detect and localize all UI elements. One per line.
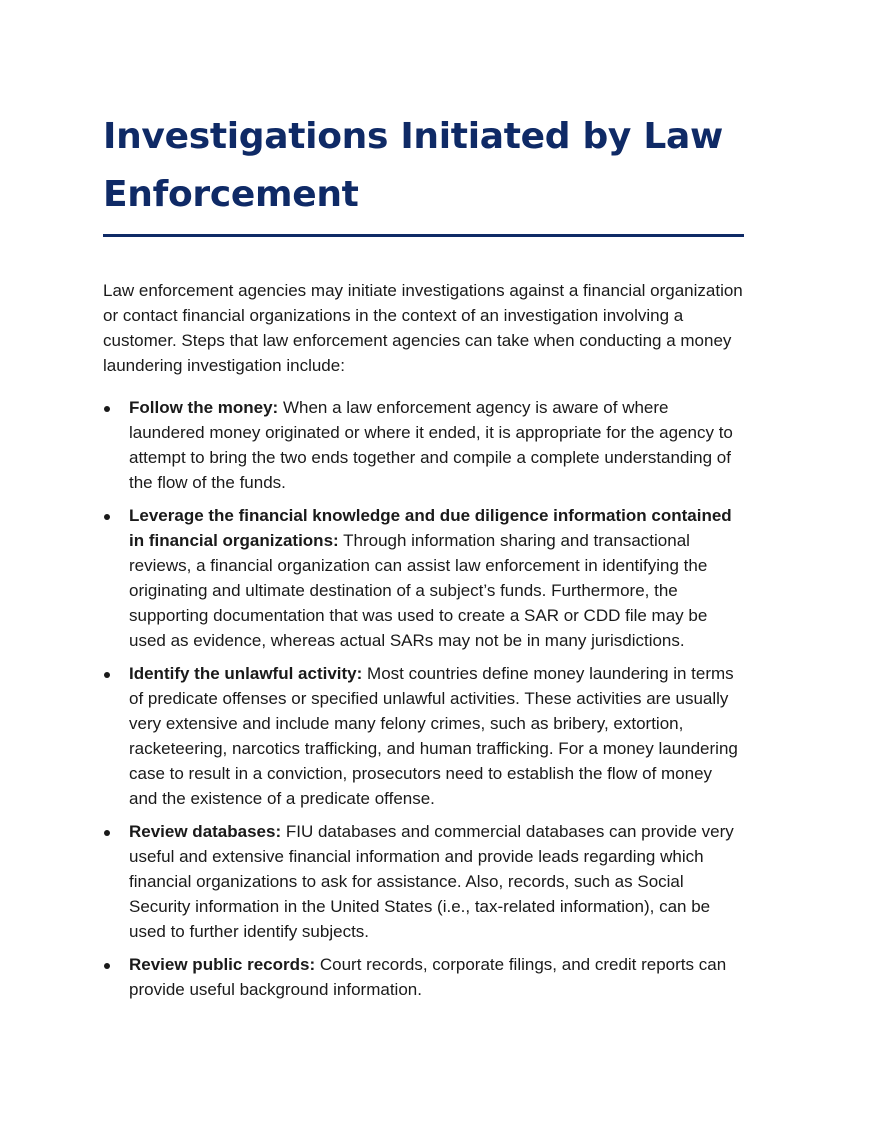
bullet-dot-icon <box>104 830 110 836</box>
bullet-dot-icon <box>104 672 110 678</box>
document-page <box>103 108 745 1010</box>
list-item-term: Review public records: <box>129 955 316 974</box>
intro-paragraph: Law enforcement agencies may initiate investigations against a financial organization or contact financial organizations in the context of an investigation involving a customer. Steps that law enforcement agencies can take when conducting a money laundering investigation include: <box>103 281 743 375</box>
bullet-dot-icon <box>104 963 110 969</box>
list-item-text: Through information sharing and transactional reviews, a financial organization can assist law enforcement in identifying the originating and ultimate destination of a subject’s funds. Furthermore, the supporting documentation that was used to create a SAR or CDD file may be used as evidence, whereas actual SARs may not be in many jurisdictions. <box>129 531 708 650</box>
page-title: Investigations Initiated by Law Enforcement <box>103 116 723 215</box>
list-item-text: Court records, corporate filings, and credit reports can provide useful background information. <box>129 955 727 999</box>
list-item-text: When a law enforcement agency is aware of where laundered money originated or where it ended, it is appropriate for the agency to attempt to bring the two ends together and compile a complete understanding of the flow of the funds. <box>129 398 733 492</box>
list-item-leverage-knowledge <box>103 503 745 653</box>
list-item-term: Identify the unlawful activity: <box>129 664 363 683</box>
bullet-dot-icon <box>104 406 110 412</box>
bullet-dot-icon <box>104 514 110 520</box>
list-item-term: Review databases: <box>129 822 282 841</box>
list-item-review-public-records <box>103 952 745 1002</box>
list-item-term: Follow the money: <box>129 398 279 417</box>
list-item-follow-the-money <box>103 395 745 495</box>
steps-list <box>103 395 745 1002</box>
list-item-text: FIU databases and commercial databases can provide very useful and extensive financial information and provide leads regarding which financial organizations to ask for assistance. Also, records, such as Social Security information in the United States (i.e., tax-related information), can be used to further identify subjects. <box>129 822 734 941</box>
list-item-review-databases <box>103 819 745 944</box>
list-item-term: Leverage the financial knowledge and due diligence information contained in financial organizations: <box>129 506 732 550</box>
list-item-text: Most countries define money laundering in terms of predicate offenses or specified unlawful activities. These activities are usually very extensive and include many felony crimes, such as bribery, extortion, racketeering, narcotics trafficking, and human trafficking. For a money laundering case to result in a conviction, prosecutors need to establish the flow of money and the existence of a predicate offense. <box>129 664 738 808</box>
list-item-identify-unlawful-activity <box>103 661 745 811</box>
title-divider <box>103 234 744 237</box>
